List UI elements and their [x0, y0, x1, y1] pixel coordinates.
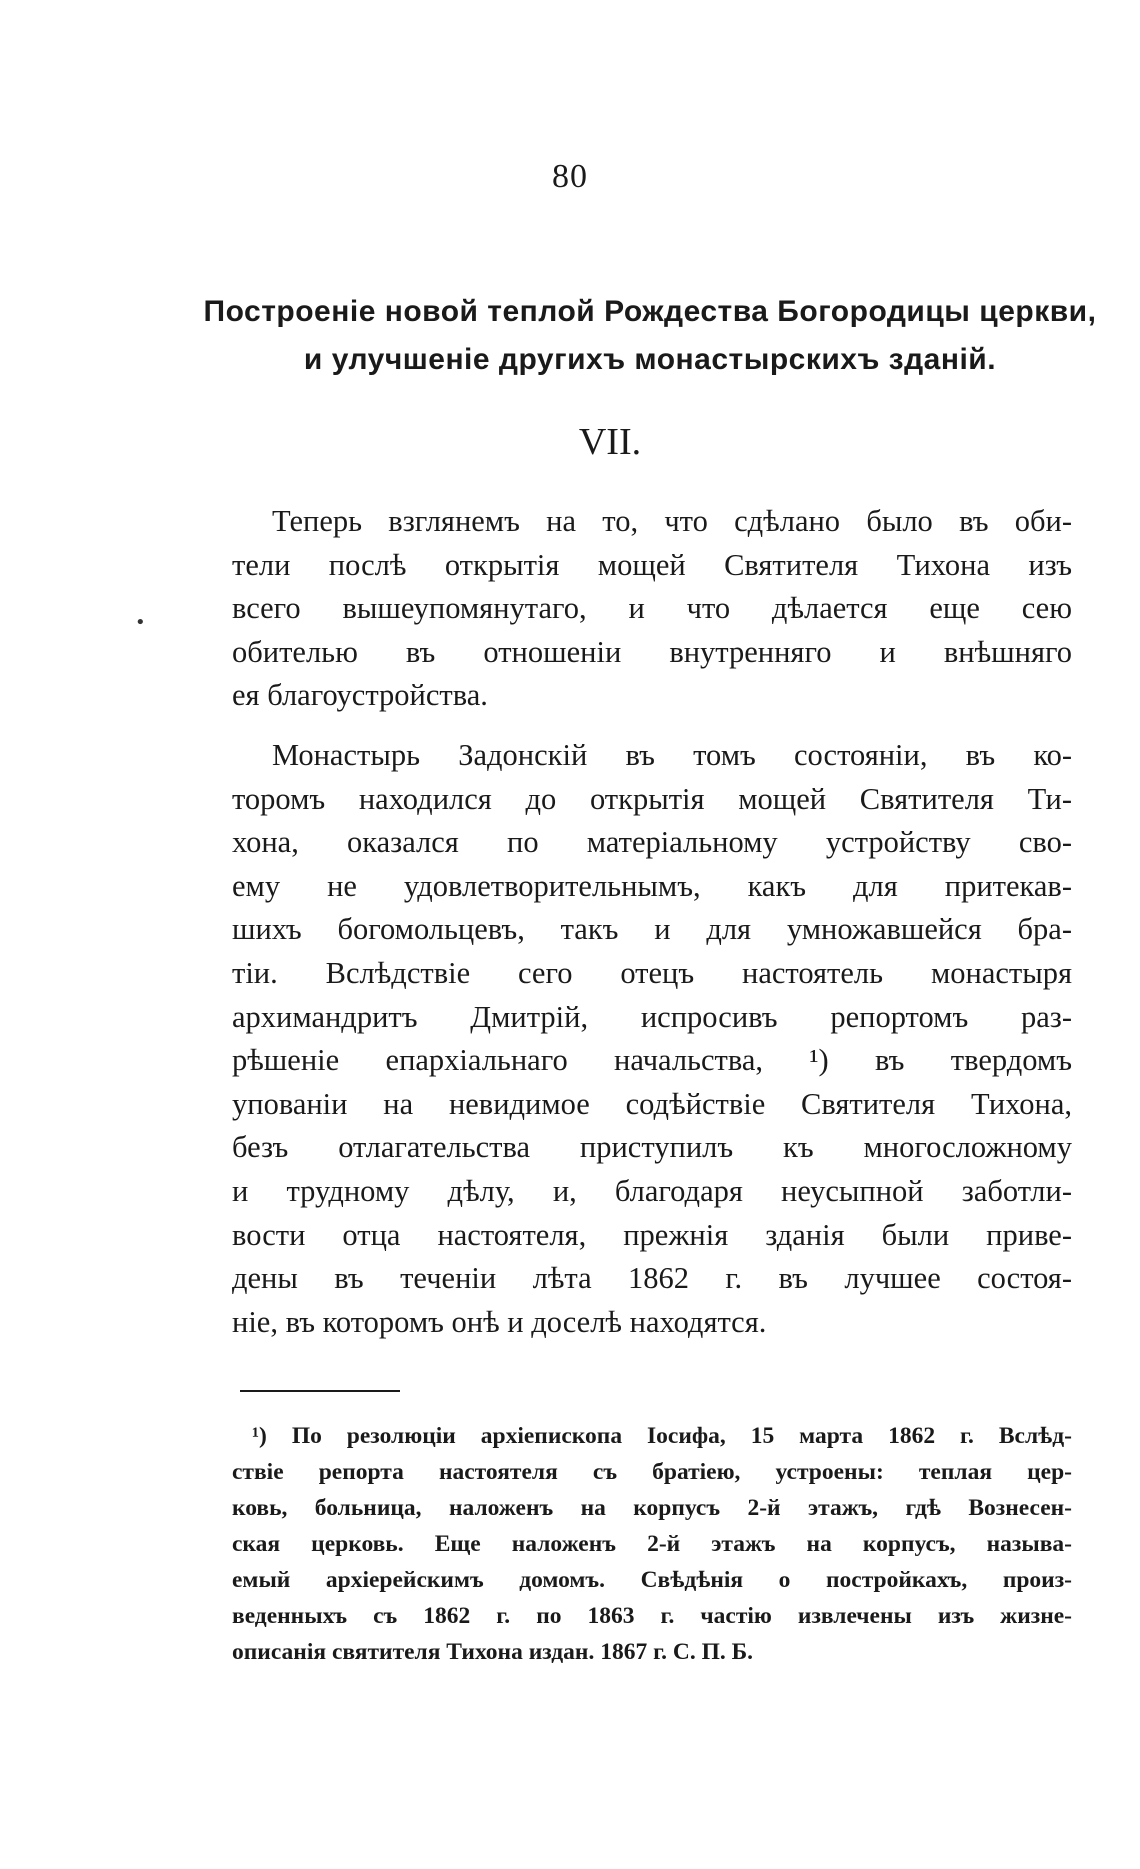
text-line: дены въ теченіи лѣта 1862 г. въ лучшее состоя-: [232, 1261, 1072, 1296]
footnote-divider: [240, 1390, 400, 1392]
footnote-line: емый архіерейскимъ домомъ. Свѣдѣнія о постройкахъ, произ-: [232, 1567, 1072, 1593]
heading-line: и улучшеніе другихъ монастырскихъ зданій.: [303, 343, 997, 376]
text-line: хона, оказался по матеріальному устройству сво-: [232, 825, 1072, 860]
footnote-line: веденныхъ съ 1862 г. по 1863 г. частію извлечены изъ жизне-: [232, 1603, 1072, 1629]
text-line: ея благоустройства.: [232, 678, 488, 713]
text-line: и трудному дѣлу, и, благодаря неусыпной заботли-: [232, 1173, 1072, 1208]
footnote-line: описанія святителя Тихона издан. 1867 г. С. П. Б.: [232, 1639, 754, 1665]
text-line: ему не удовлетворительнымъ, какъ для притекав-: [232, 868, 1072, 903]
footnote: [232, 1418, 1072, 1670]
footnote-line: ствіе репорта настоятеля съ братіею, устроены: теплая цер-: [232, 1459, 1072, 1485]
heading-line: Построеніе новой теплой Рождества Богородицы церкви,: [203, 295, 1097, 328]
text-line: безъ отлагательства приступилъ къ многосложному: [232, 1130, 1072, 1165]
footnote-line: ковь, больница, наложенъ на корпусъ 2-й этажъ, гдѣ Вознесен-: [232, 1495, 1072, 1521]
text-line: ніе, въ которомъ онѣ и доселѣ находятся.: [232, 1304, 767, 1339]
footnote-line: ¹) По резолюціи архіепископа Іосифа, 15 марта 1862 г. Вслѣд-: [252, 1423, 1072, 1449]
text-line: торомъ находился до открытія мощей Святителя Ти-: [232, 781, 1072, 816]
text-line: шихъ богомольцевъ, такъ и для умножавшейся бра-: [232, 912, 1072, 947]
text-line: всего вышеупомянутаго, и что дѣлается еще сею: [232, 591, 1072, 626]
paragraph-1: [232, 500, 1072, 718]
text-line: рѣшеніе епархіальнаго начальства, ¹) въ твердомъ: [232, 1043, 1072, 1078]
footnote-line: ская церковь. Еще наложенъ 2-й этажъ на корпусъ, называ-: [232, 1531, 1072, 1557]
paragraph-2: [232, 734, 1072, 1344]
text-line: Монастырь Задонскій въ томъ состояніи, въ ко-: [272, 738, 1072, 772]
chapter-heading: [200, 288, 1100, 384]
text-line: обителью въ отношеніи внутренняго и внѣшняго: [232, 634, 1072, 669]
page-number: 80: [552, 158, 588, 195]
text-line: Теперь взглянемъ на то, что сдѣлано было въ оби-: [272, 504, 1072, 538]
text-line: архимандритъ Дмитрій, испросивъ репортомъ раз-: [232, 999, 1072, 1034]
margin-mark: •: [135, 612, 146, 633]
text-line: вости отца настоятеля, прежнія зданія были приве-: [232, 1217, 1072, 1252]
text-line: тіи. Вслѣдствіе сего отецъ настоятель монастыря: [232, 955, 1072, 990]
section-number: VII.: [578, 421, 642, 463]
text-line: упованіи на невидимое содѣйствіе Святителя Тихона,: [232, 1086, 1072, 1121]
text-line: тели послѣ открытія мощей Святителя Тихона изъ: [232, 547, 1072, 582]
